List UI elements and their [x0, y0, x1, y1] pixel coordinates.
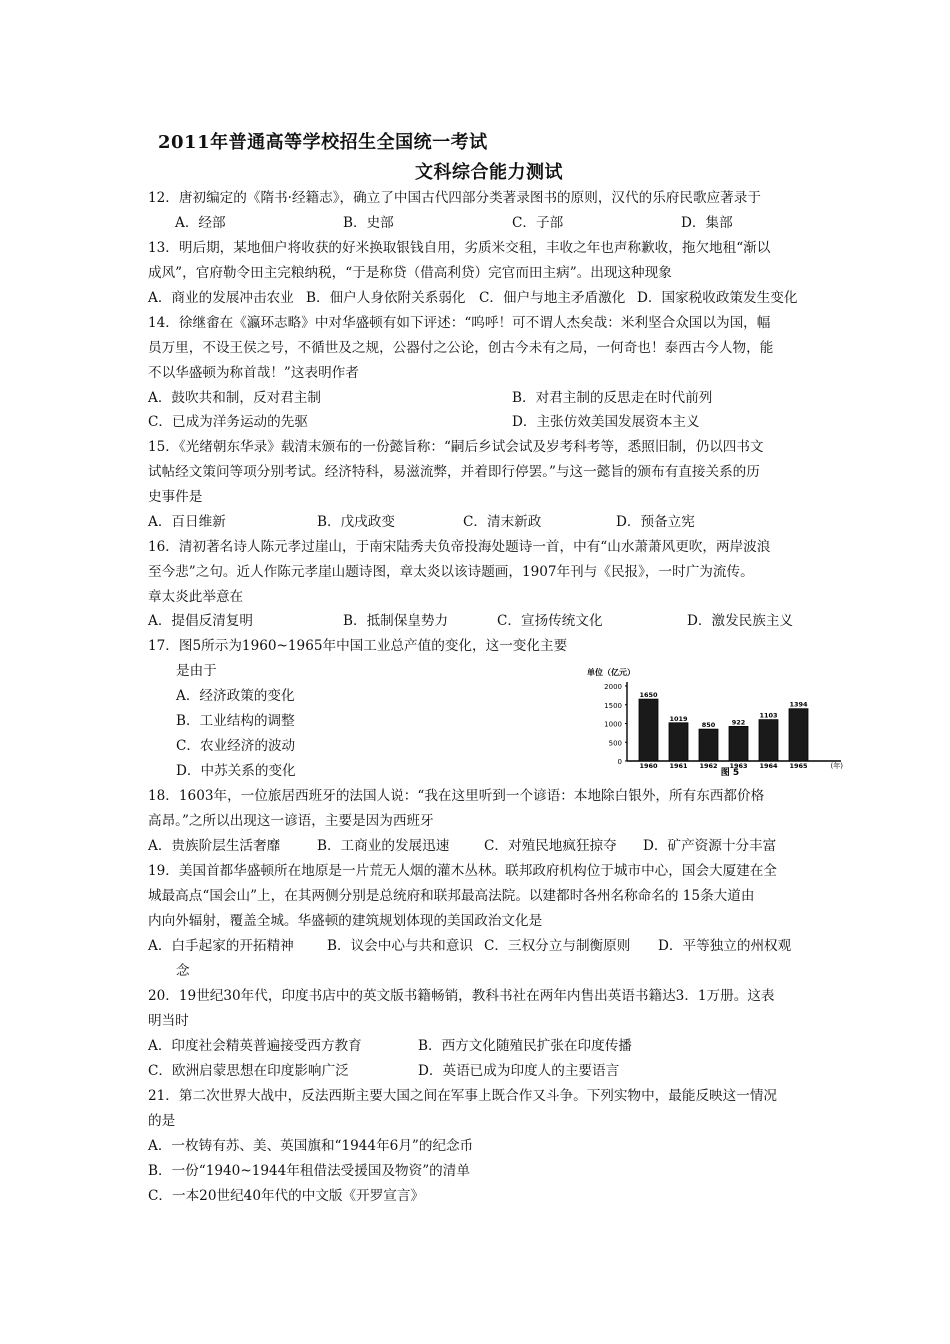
q20-option-d: D．英语已成为印度人的主要语言: [418, 1063, 620, 1079]
question-18-text: 高昂。”之所以出现这一谚语，主要是因为西班牙: [148, 813, 434, 829]
q13-option-c: C．佃户与地主矛盾激化: [479, 290, 626, 306]
q15-option-d: D．预备立宪: [616, 514, 695, 530]
q14-option-d: D．主张仿效美国发展资本主义: [512, 414, 700, 430]
q20-option-b: B．西方文化随殖民扩张在印度传播: [418, 1038, 632, 1054]
question-19-text: 19．美国首都华盛顿所在地原是一片荒无人烟的灌木丛林。联邦政府机构位于城市中心，国会大厦建在全: [148, 863, 778, 879]
bar-1961: [669, 723, 688, 761]
bar-1960: [639, 699, 658, 761]
question-12-text: 12．唐初编定的《隋书·经籍志》，确立了中国古代四部分类著录图书的原则，汉代的乐府民歌应著录于: [148, 190, 761, 206]
q21-option-b: B．一份“1940~1944年租借法受援国及物资”的清单: [148, 1163, 470, 1179]
q19-option-d-continued: 念: [176, 963, 190, 979]
question-20-text: 明当时: [148, 1013, 189, 1029]
x-tick-label: 1961: [669, 762, 688, 770]
q17-option-d: D．中苏关系的变化: [176, 763, 296, 779]
q21-option-c: C．一本20世纪40年代的中文版《开罗宣言》: [148, 1188, 425, 1204]
question-16-text: 章太炎此举意在: [148, 589, 244, 605]
q17-option-c: C．农业经济的波动: [176, 738, 296, 754]
chart-unit-label: 单位（亿元）: [587, 668, 635, 677]
q13-option-b: B．佃户人身依附关系弱化: [306, 290, 466, 306]
x-tick-label: 1964: [759, 762, 778, 770]
q16-option-b: B．抵制保皇势力: [343, 613, 449, 629]
question-14-text: 14．徐继畬在《瀛环志略》中对华盛顿有如下评述：“呜呼！可不谓人杰矣哉：米利坚合众国以为国，幅: [148, 315, 771, 331]
q19-option-d: D．平等独立的州权观: [658, 938, 792, 954]
q20-option-c: C．欧洲启蒙思想在印度影响广泛: [148, 1063, 349, 1079]
question-18-text: 18．1603年，一位旅居西班牙的法国人说：“我在这里听到一个谚语：本地除白银外，所有东西都价格: [148, 788, 765, 804]
question-16-text: 至今悲”之句。近人作陈元孝崖山题诗图，章太炎以该诗题画，1907年刊与《民报》，一时广为流传。: [148, 564, 754, 580]
q16-option-d: D．激发民族主义: [687, 613, 794, 629]
q16-option-c: C．宣扬传统文化: [497, 613, 603, 629]
x-tick-label: 1965: [789, 762, 808, 770]
question-19-text: 城最高点“国会山”上，在其两侧分别是总统府和联邦最高法院。以建都时各州名称命名的 15条大道由: [148, 888, 755, 904]
x-tick-label: 1962: [699, 762, 718, 770]
q13-option-d: D．国家税收政策发生变化: [637, 290, 798, 306]
bar-1965: [789, 709, 808, 761]
question-16-text: 16．清初著名诗人陈元孝过崖山，于南宋陆秀夫负帝投海处题诗一首，中有“山水萧萧风更吹，两岸波浪: [148, 539, 771, 555]
bar-1964: [759, 720, 778, 761]
q19-option-c: C．三权分立与制衡原则: [484, 938, 631, 954]
question-13-text: 成风”，官府勒令田主完粮纳税，“于是称贷（借高利贷）完官而田主病”。出现这种现象: [148, 265, 672, 281]
q15-option-a: A．百日维新: [148, 514, 226, 530]
q14-option-c: C．已成为洋务运动的先驱: [148, 414, 308, 430]
q14-option-a: A．鼓吹共和制，反对君主制: [148, 390, 321, 406]
question-13-text: 13．明后期，某地佃户将收获的好米换取银钱自用，劣质米交租，丰收之年也声称歉收，拖欠地租“渐以: [148, 240, 771, 256]
q18-option-a: A．贵族阶层生活奢靡: [148, 838, 281, 854]
q19-option-b: B．议会中心与共和意识: [327, 938, 473, 954]
q17-option-a: A．经济政策的变化: [176, 688, 295, 704]
question-21-text: 的是: [148, 1113, 176, 1129]
exam-subtitle: 文科综合能力测试: [415, 162, 563, 183]
question-15-text: 试帖经文策问等项分别考试。经济特科，易滋流弊，并着即行停罢。”与这一懿旨的颁布有直接关系的历: [148, 464, 760, 480]
q21-option-a: A．一枚铸有苏、美、英国旗和“1944年6月”的纪念币: [148, 1138, 474, 1154]
question-20-text: 20．19世纪30年代，印度书店中的英文版书籍畅销，教科书社在两年内售出英语书籍达3．1万册。这表: [148, 988, 775, 1004]
question-14-text: 员万里，不设王侯之号，不循世及之规，公器付之公论，创古今未有之局，一何奇也！泰西古今人物，能: [148, 340, 774, 356]
y-tick-label: 0: [617, 758, 622, 766]
bar-value-label: 1019: [669, 714, 688, 723]
bar-1962: [699, 729, 718, 761]
question-14-text: 不以华盛顿为称首哉！”这表明作者: [148, 365, 359, 381]
q12-option-c: C．子部: [512, 215, 564, 231]
figure-caption: 图 5: [720, 768, 740, 776]
q15-option-c: C．清末新政: [463, 514, 542, 530]
exam-title: 2011年普通高等学校招生全国统一考试: [158, 132, 488, 153]
question-21-text: 21．第二次世界大战中，反法西斯主要大国之间在军事上既合作又斗争。下列实物中，最能反映这一情况: [148, 1088, 778, 1104]
question-17-text: 17．图5所示为1960~1965年中国工业总产值的变化，这一变化主要: [148, 638, 568, 654]
question-17-text: 是由于: [176, 663, 217, 679]
industrial-output-chart: [583, 664, 853, 776]
y-tick-label: 2000: [604, 683, 622, 691]
q18-option-c: C．对殖民地疯狂掠夺: [484, 838, 617, 854]
y-tick-label: 1500: [604, 701, 622, 710]
bar-1963: [729, 726, 748, 761]
bar-value-label: 850: [701, 721, 716, 730]
q18-option-b: B．工商业的发展迅速: [317, 838, 450, 854]
y-tick-label: 1000: [604, 720, 622, 729]
q19-option-a: A．白手起家的开拓精神: [148, 938, 294, 954]
x-tick-label: 1963: [729, 762, 748, 770]
q12-option-b: B．史部: [343, 215, 394, 231]
bar-value-label: 1394: [789, 700, 808, 709]
q14-option-b: B．对君主制的反思走在时代前列: [512, 390, 713, 406]
q13-option-a: A．商业的发展冲击农业: [148, 290, 294, 306]
bar-value-label: 922: [731, 718, 746, 727]
q12-option-a: A．经部: [175, 215, 226, 231]
q12-option-d: D．集部: [681, 215, 733, 231]
bar-value-label: 1103: [759, 711, 778, 720]
q18-option-d: D．矿产资源十分丰富: [643, 838, 777, 854]
q20-option-a: A．印度社会精英普遍接受西方教育: [148, 1038, 362, 1054]
bar-value-label: 1650: [639, 691, 658, 700]
x-axis-label: (年): [830, 762, 843, 770]
x-tick-label: 1960: [639, 762, 658, 770]
question-15-text: 史事件是: [148, 489, 203, 505]
q15-option-b: B．戊戌政变: [317, 514, 395, 530]
q17-option-b: B．工业结构的调整: [176, 713, 295, 729]
q16-option-a: A．提倡反清复明: [148, 613, 253, 629]
question-15-text: 15．《光绪朝东华录》载清末颁布的一份懿旨称：“嗣后乡试会试及岁考科考等，悉照旧制，仍以四书文: [148, 439, 764, 455]
y-tick-label: 500: [608, 739, 622, 748]
question-19-text: 内向外辐射，覆盖全城。华盛顿的建筑规划体现的美国政治文化是: [148, 913, 543, 929]
